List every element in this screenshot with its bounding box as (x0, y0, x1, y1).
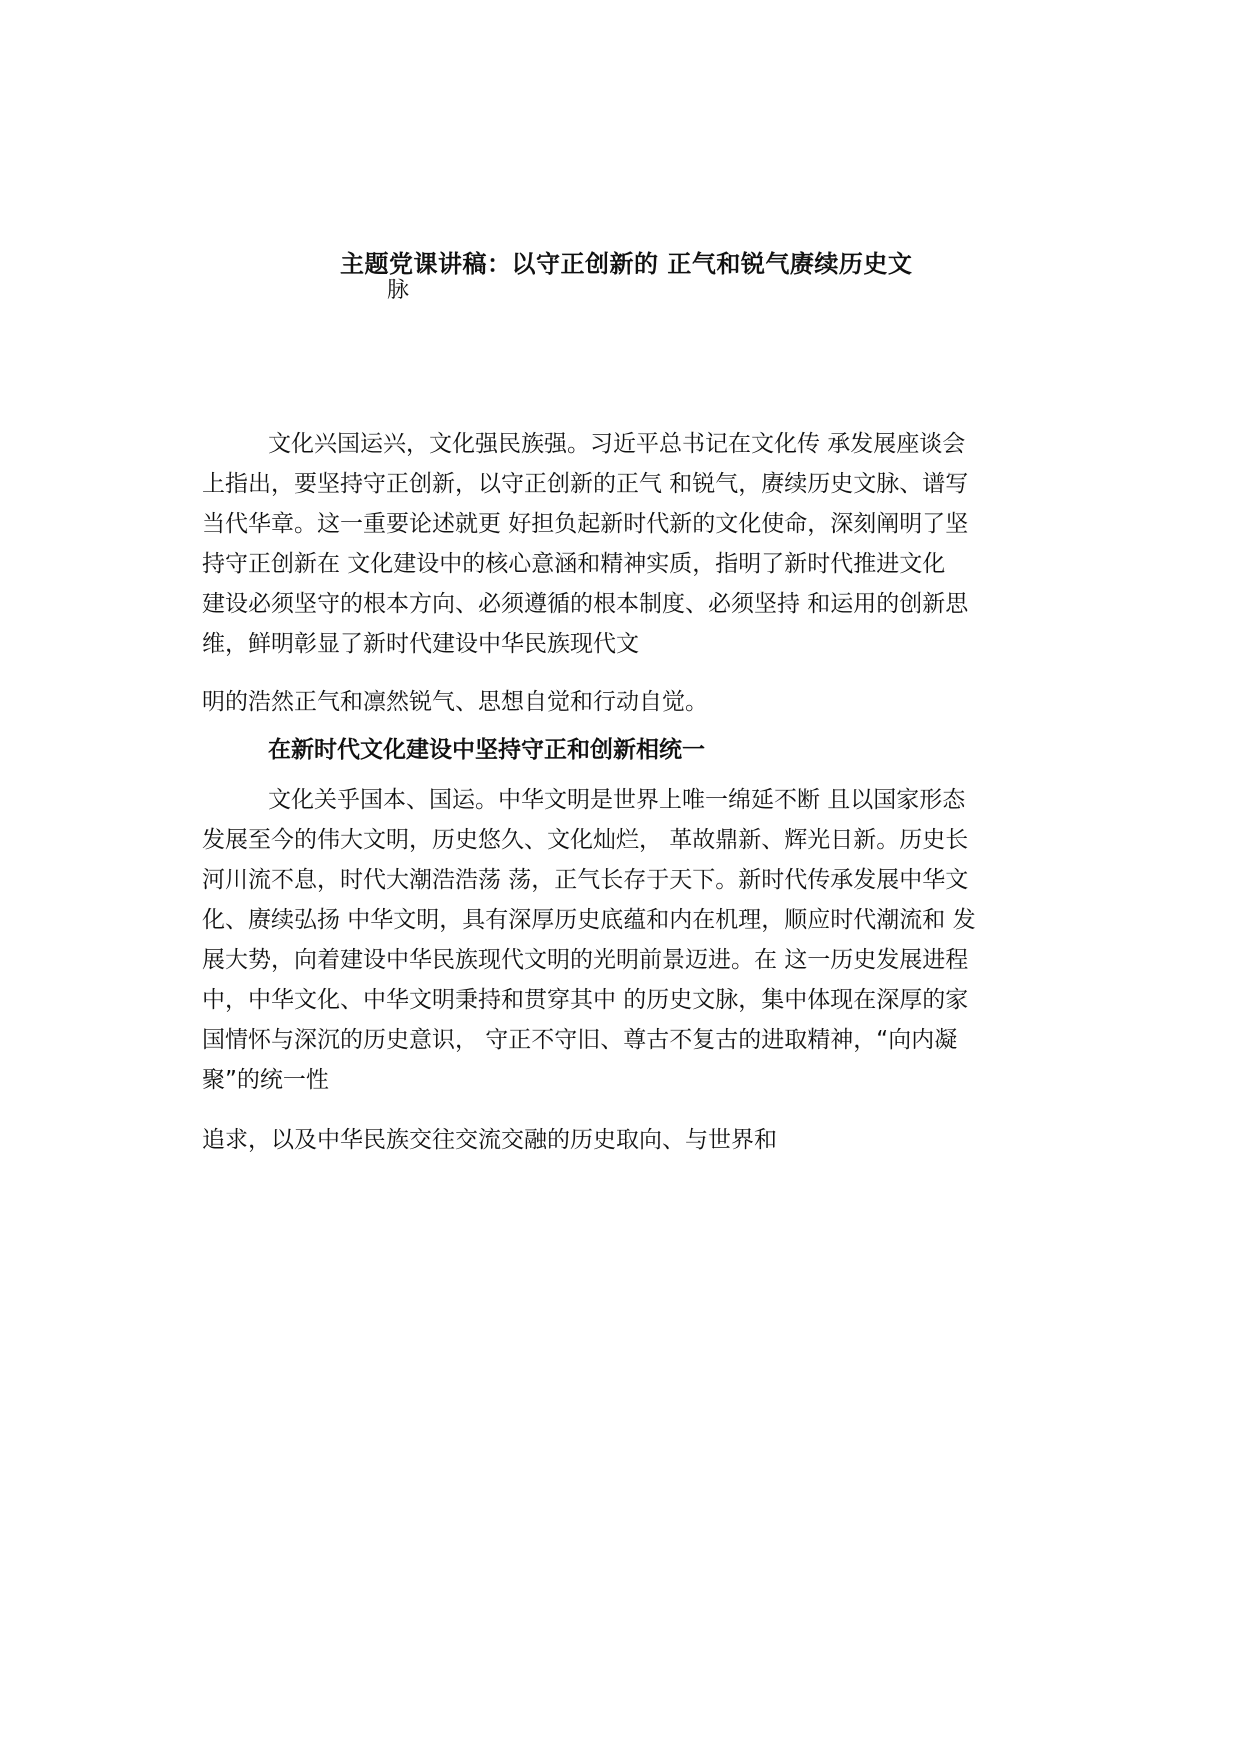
paragraph-culture-tail (202, 1120, 1082, 1160)
paragraph-intro-tail (202, 682, 1082, 722)
section-heading-block (202, 730, 1082, 770)
document-title: 主题党课讲稿：以守正创新的 正气和锐气赓续历史文 (340, 250, 913, 278)
paragraph-line: 化、赓续弘扬 中华文明，具有深厚历史底蕴和内在机理，顺应时代潮流和 发 (202, 907, 976, 933)
paragraph-line: 河川流不息，时代大潮浩浩荡 荡，正气长存于天下。新时代传承发展中华文 (202, 867, 969, 893)
paragraph-intro (202, 424, 1082, 664)
section-heading: 在新时代文化建设中坚持守正和创新相统一 (268, 737, 705, 763)
paragraph-line: 文化兴国运兴，文化强民族强。习近平总书记在文化传 承发展座谈会 (268, 431, 966, 457)
paragraph-line: 中，中华文化、中华文明秉持和贯穿其中 的历史文脉，集中体现在深厚的家 (202, 987, 969, 1013)
paragraph-line: 当代华章。这一重要论述就更 好担负起新时代新的文化使命，深刻阐明了坚 (202, 511, 969, 537)
paragraph-line: 追求，以及中华民族交往交流交融的历史取向、与世界和 (202, 1127, 777, 1153)
paragraph-line: 国情怀与深沉的历史意识， 守正不守旧、尊古不复古的进取精神，“向内凝 (202, 1027, 958, 1053)
paragraph-line: 文化关乎国本、国运。中华文明是世界上唯一绵延不断 且以国家形态 (268, 787, 966, 813)
document-title-continuation: 脉 (387, 278, 410, 303)
paragraph-line: 聚”的统一性 (202, 1067, 329, 1093)
paragraph-line: 明的浩然正气和凛然锐气、思想自觉和行动自觉。 (202, 689, 708, 715)
paragraph-line: 发展至今的伟大文明，历史悠久、文化灿烂， 革故鼎新、辉光日新。历史长 (202, 827, 969, 853)
paragraph-culture (202, 780, 1082, 1100)
paragraph-line: 持守正创新在 文化建设中的核心意涵和精神实质，指明了新时代推进文化 (202, 551, 946, 577)
paragraph-line: 建设必须坚守的根本方向、必须遵循的根本制度、必须坚持 和运用的创新思 (202, 591, 969, 617)
paragraph-line: 展大势，向着建设中华民族现代文明的光明前景迈进。在 这一历史发展进程 (202, 947, 969, 973)
paragraph-line: 上指出，要坚持守正创新，以守正创新的正气 和锐气，赓续历史文脉、谱写 (202, 471, 969, 497)
paragraph-line: 维，鲜明彰显了新时代建设中华民族现代文 (202, 631, 639, 657)
